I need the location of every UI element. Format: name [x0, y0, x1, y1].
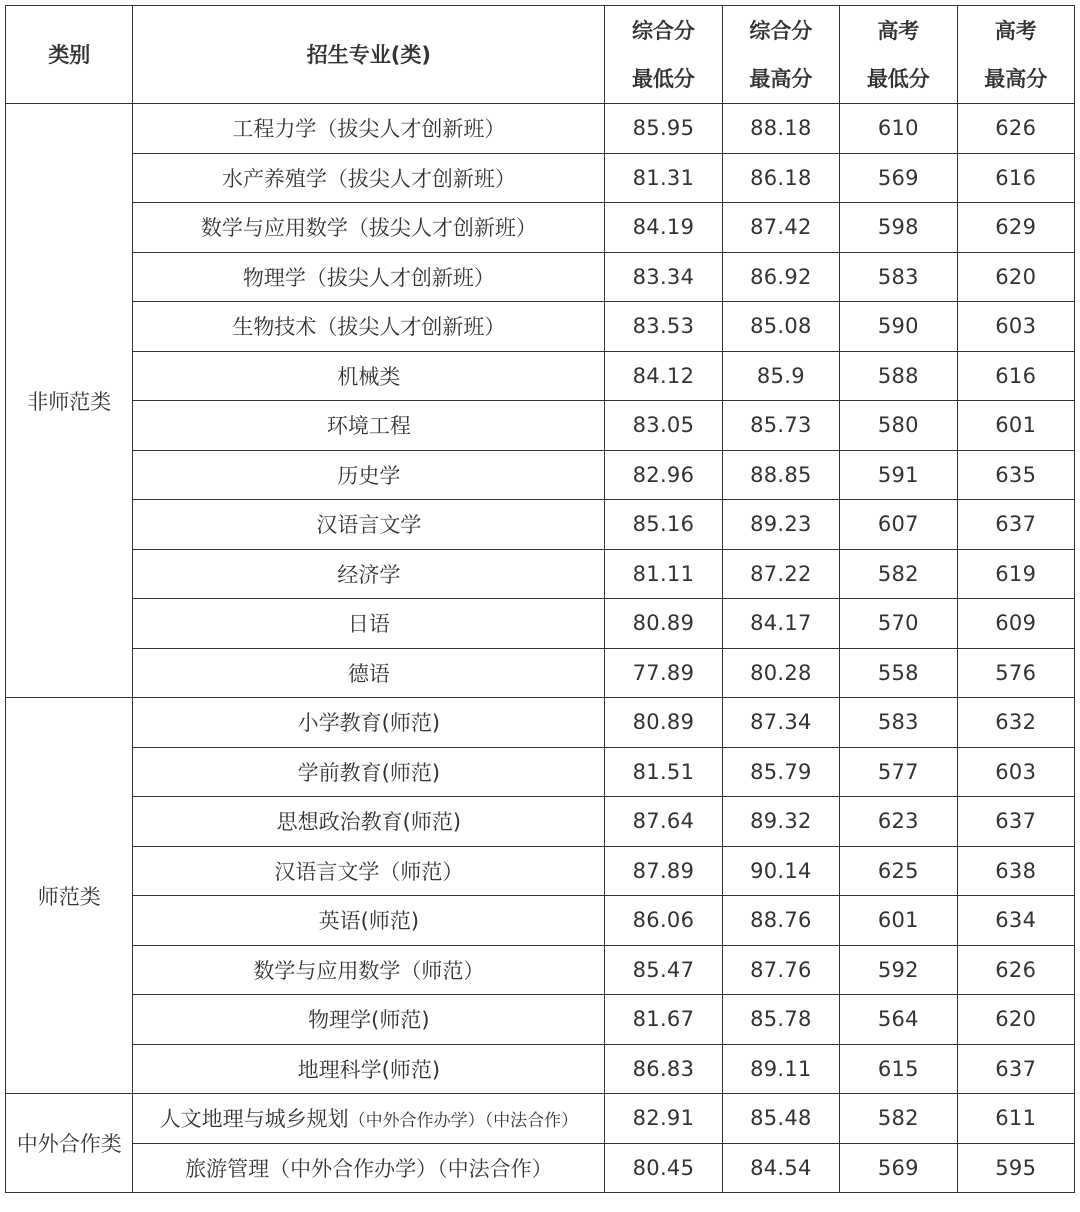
major-name: 思想政治教育(师范): [276, 810, 462, 835]
major-cell: [133, 549, 605, 599]
score-cell-comp-max: 87.76: [722, 945, 839, 995]
table-row: [6, 698, 1075, 748]
score-cell-comp-max: 87.22: [722, 549, 839, 599]
score-cell-gk-min: 570: [840, 599, 957, 649]
score-cell-comp-min: 86.83: [605, 1044, 722, 1094]
score-cell-comp-min: 82.96: [605, 450, 722, 500]
score-cell-comp-min: 80.89: [605, 599, 722, 649]
score-cell-comp-min: 83.34: [605, 252, 722, 302]
score-cell-gk-max: 634: [957, 896, 1074, 946]
score-cell-gk-min: 598: [840, 203, 957, 253]
major-cell: [133, 1094, 605, 1144]
score-cell-gk-max: 637: [957, 1044, 1074, 1094]
score-cell-comp-min: 85.16: [605, 500, 722, 550]
score-cell-gk-max: 620: [957, 995, 1074, 1045]
major-cell: [133, 203, 605, 253]
score-cell-comp-max: 89.11: [722, 1044, 839, 1094]
table-row: [6, 549, 1075, 599]
score-cell-gk-max: 638: [957, 846, 1074, 896]
score-cell-gk-min: 615: [840, 1044, 957, 1094]
score-cell-gk-max: 603: [957, 302, 1074, 352]
score-cell-gk-min: 588: [840, 351, 957, 401]
score-cell-gk-max: 595: [957, 1143, 1074, 1193]
score-cell-gk-min: 590: [840, 302, 957, 352]
score-cell-gk-min: 582: [840, 1094, 957, 1144]
major-name: 学前教育(师范): [297, 760, 441, 785]
major-name: 物理学（拔尖人才创新班）: [242, 265, 495, 290]
table-row: [6, 896, 1075, 946]
major-cell: [133, 995, 605, 1045]
score-cell-gk-max: 619: [957, 549, 1074, 599]
table-row: [6, 1044, 1075, 1094]
major-name: 机械类: [337, 364, 401, 389]
score-cell-comp-max: 85.08: [722, 302, 839, 352]
score-cell-gk-max: 626: [957, 104, 1074, 154]
major-name: 汉语言文学: [316, 513, 422, 538]
header-comp-max: [722, 6, 839, 104]
score-cell-comp-min: 86.06: [605, 896, 722, 946]
major-cell: [133, 1044, 605, 1094]
score-cell-comp-min: 84.12: [605, 351, 722, 401]
header-gk-min: [840, 6, 957, 104]
score-cell-gk-min: 610: [840, 104, 957, 154]
score-cell-gk-min: 577: [840, 747, 957, 797]
major-name: 经济学: [337, 562, 401, 587]
score-cell-comp-max: 84.54: [722, 1143, 839, 1193]
table-row: [6, 302, 1075, 352]
table-row: [6, 203, 1075, 253]
score-cell-comp-min: 81.31: [605, 153, 722, 203]
score-cell-comp-max: 85.9: [722, 351, 839, 401]
header-major: 招生专业(类): [133, 6, 605, 104]
score-cell-gk-max: 609: [957, 599, 1074, 649]
major-name: 数学与应用数学（师范）: [253, 958, 485, 983]
major-cell: [133, 648, 605, 698]
category-cell: 非师范类: [6, 104, 133, 698]
score-cell-gk-max: 637: [957, 500, 1074, 550]
major-cell: [133, 846, 605, 896]
table-row: [6, 500, 1075, 550]
category-cell: 师范类: [6, 698, 133, 1094]
score-cell-gk-min: 583: [840, 252, 957, 302]
score-cell-gk-max: 616: [957, 351, 1074, 401]
header-comp-max-line2: 最高分: [749, 66, 813, 91]
score-cell-gk-max: 637: [957, 797, 1074, 847]
table-row: [6, 797, 1075, 847]
score-cell-comp-max: 80.28: [722, 648, 839, 698]
major-cell: [133, 945, 605, 995]
table-row: [6, 450, 1075, 500]
score-cell-gk-max: 603: [957, 747, 1074, 797]
score-cell-gk-max: 626: [957, 945, 1074, 995]
major-name: 生物技术（拔尖人才创新班）: [232, 315, 506, 340]
score-cell-comp-max: 85.78: [722, 995, 839, 1045]
score-cell-comp-max: 87.42: [722, 203, 839, 253]
score-cell-comp-min: 81.11: [605, 549, 722, 599]
major-cell: [133, 698, 605, 748]
score-cell-comp-max: 85.73: [722, 401, 839, 451]
table-row: [6, 747, 1075, 797]
score-cell-gk-max: 620: [957, 252, 1074, 302]
score-cell-comp-max: 87.34: [722, 698, 839, 748]
major-cell: [133, 896, 605, 946]
major-cell: [133, 252, 605, 302]
score-cell-gk-max: 635: [957, 450, 1074, 500]
score-cell-gk-min: 564: [840, 995, 957, 1045]
score-cell-comp-min: 84.19: [605, 203, 722, 253]
score-cell-comp-min: 87.89: [605, 846, 722, 896]
table-row: [6, 104, 1075, 154]
major-name: 汉语言文学（师范）: [274, 859, 464, 884]
score-cell-comp-min: 81.67: [605, 995, 722, 1045]
score-cell-comp-max: 86.92: [722, 252, 839, 302]
score-cell-comp-max: 89.32: [722, 797, 839, 847]
major-name: 工程力学（拔尖人才创新班）: [232, 117, 506, 142]
major-cell: [133, 450, 605, 500]
table-row: [6, 648, 1075, 698]
header-comp-min-line1: 综合分: [631, 18, 695, 43]
score-cell-comp-max: 88.18: [722, 104, 839, 154]
table-row: [6, 846, 1075, 896]
score-cell-comp-max: 86.18: [722, 153, 839, 203]
score-cell-gk-min: 569: [840, 153, 957, 203]
major-name: 德语: [347, 661, 390, 686]
score-cell-comp-max: 90.14: [722, 846, 839, 896]
table-row: [6, 351, 1075, 401]
major-cell: [133, 302, 605, 352]
major-cell: [133, 401, 605, 451]
score-cell-gk-min: 580: [840, 401, 957, 451]
score-cell-comp-min: 83.53: [605, 302, 722, 352]
table-row: [6, 945, 1075, 995]
major-name: 地理科学(师范): [297, 1057, 441, 1082]
table-row: [6, 153, 1075, 203]
score-cell-comp-min: 80.89: [605, 698, 722, 748]
table-row: [6, 1094, 1075, 1144]
score-cell-gk-max: 601: [957, 401, 1074, 451]
score-cell-comp-max: 88.76: [722, 896, 839, 946]
score-cell-gk-min: 591: [840, 450, 957, 500]
major-cell: [133, 153, 605, 203]
major-name: 历史学: [337, 463, 401, 488]
major-name: 旅游管理（中外合作办学）（中法合作）: [185, 1156, 553, 1181]
category-cell: 中外合作类: [6, 1094, 133, 1193]
score-cell-comp-min: 83.05: [605, 401, 722, 451]
major-name: 小学教育(师范): [297, 711, 441, 736]
score-cell-gk-max: 632: [957, 698, 1074, 748]
header-gk-min-line2: 最低分: [866, 66, 930, 91]
major-cell: [133, 104, 605, 154]
table-row: [6, 995, 1075, 1045]
score-cell-gk-max: 629: [957, 203, 1074, 253]
score-cell-gk-min: 601: [840, 896, 957, 946]
score-cell-gk-max: 616: [957, 153, 1074, 203]
score-cell-gk-max: 576: [957, 648, 1074, 698]
score-cell-comp-max: 88.85: [722, 450, 839, 500]
table-header-row: [6, 6, 1075, 104]
table-row: [6, 599, 1075, 649]
score-cell-comp-min: 85.95: [605, 104, 722, 154]
admission-scores-table: [5, 5, 1075, 1193]
major-name: 水产养殖学（拔尖人才创新班）: [221, 166, 516, 191]
score-cell-gk-min: 607: [840, 500, 957, 550]
header-comp-min-line2: 最低分: [631, 66, 695, 91]
header-gk-max-line1: 高考: [994, 18, 1037, 43]
score-cell-gk-min: 592: [840, 945, 957, 995]
score-cell-gk-min: 583: [840, 698, 957, 748]
major-name: 环境工程: [326, 414, 411, 439]
score-cell-gk-min: 625: [840, 846, 957, 896]
header-gk-min-line1: 高考: [877, 18, 920, 43]
major-cell: [133, 797, 605, 847]
score-cell-gk-min: 623: [840, 797, 957, 847]
major-cell: [133, 500, 605, 550]
score-cell-comp-min: 80.45: [605, 1143, 722, 1193]
major-name: 数学与应用数学（拔尖人才创新班）: [200, 216, 537, 241]
score-cell-comp-max: 89.23: [722, 500, 839, 550]
major-name: 人文地理与城乡规划: [159, 1107, 349, 1132]
score-cell-gk-min: 558: [840, 648, 957, 698]
score-cell-comp-min: 81.51: [605, 747, 722, 797]
score-cell-comp-min: 82.91: [605, 1094, 722, 1144]
major-name: 英语(师范): [318, 909, 420, 934]
major-cell: [133, 351, 605, 401]
major-name: 物理学(师范): [308, 1008, 430, 1033]
header-gk-max: [957, 6, 1074, 104]
table-row: [6, 252, 1075, 302]
score-cell-comp-max: 84.17: [722, 599, 839, 649]
table-row: [6, 401, 1075, 451]
major-cell: [133, 599, 605, 649]
header-gk-max-line2: 最高分: [984, 66, 1048, 91]
score-cell-gk-max: 611: [957, 1094, 1074, 1144]
score-cell-comp-min: 85.47: [605, 945, 722, 995]
score-cell-comp-min: 77.89: [605, 648, 722, 698]
table-row: [6, 1143, 1075, 1193]
score-cell-gk-min: 582: [840, 549, 957, 599]
score-cell-comp-max: 85.79: [722, 747, 839, 797]
header-comp-min: [605, 6, 722, 104]
major-note: （中外合作办学）（中法合作）: [348, 1111, 579, 1132]
major-name: 日语: [347, 612, 390, 637]
header-category: 类别: [6, 6, 133, 104]
score-cell-gk-min: 569: [840, 1143, 957, 1193]
score-cell-comp-min: 87.64: [605, 797, 722, 847]
major-cell: [133, 747, 605, 797]
major-cell: [133, 1143, 605, 1193]
table-body: [6, 104, 1075, 1193]
score-cell-comp-max: 85.48: [722, 1094, 839, 1144]
header-comp-max-line1: 综合分: [749, 18, 813, 43]
